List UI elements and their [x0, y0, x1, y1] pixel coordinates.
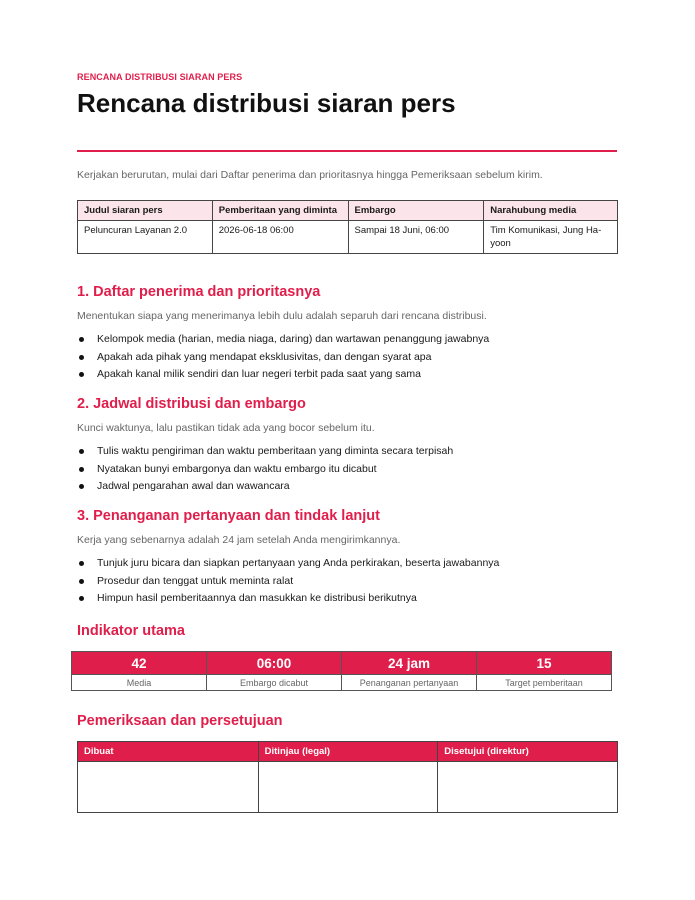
list-item: Kelompok media (harian, media niaga, daring) dan wartawan penanggung jawabnya — [77, 331, 617, 349]
approval-header-approved: Disetujui (direktur) — [438, 742, 618, 762]
document-eyebrow: RENCANA DISTRIBUSI SIARAN PERS — [77, 72, 243, 82]
section-heading: 3. Penanganan pertanyaan dan tindak lanjut — [77, 508, 380, 524]
indicator-label-embargo: Embargo dicabut — [207, 675, 342, 691]
approval-heading: Pemeriksaan dan persetujuan — [77, 713, 283, 729]
indicators-table — [71, 651, 612, 691]
section-schedule — [77, 396, 617, 496]
indicator-value-target: 15 — [477, 652, 612, 675]
info-cell-title: Peluncuran Layanan 2.0 — [78, 221, 213, 254]
list-item: Tunjuk juru bicara dan siapkan pertanyaan yang Anda perkirakan, beserta jawabannya — [77, 555, 617, 573]
info-cell-contact: Tim Komunikasi, Jung Ha-yoon — [484, 221, 618, 254]
approval-cell-created[interactable] — [78, 762, 259, 813]
section-heading: 2. Jadwal distribusi dan embargo — [77, 396, 306, 412]
info-cell-embargo: Sampai 18 Juni, 06:00 — [348, 221, 484, 254]
section-lead: Kerja yang sebenarnya adalah 24 jam setelah Anda mengirimkannya. — [77, 534, 401, 546]
section-list — [77, 555, 617, 608]
section-list — [77, 331, 617, 384]
list-item: Apakah ada pihak yang mendapat eksklusivitas, dan dengan syarat apa — [77, 349, 617, 367]
section-lead: Menentukan siapa yang menerimanya lebih dulu adalah separuh dari rencana distribusi. — [77, 310, 487, 322]
list-item: Nyatakan bunyi embargonya dan waktu embargo itu dicabut — [77, 461, 617, 479]
info-header-title: Judul siaran pers — [78, 201, 213, 221]
approval-header-created: Dibuat — [78, 742, 259, 762]
approval-table — [77, 741, 618, 813]
info-table — [77, 200, 618, 254]
list-item: Prosedur dan tenggat untuk meminta ralat — [77, 573, 617, 591]
indicator-label-inquiries: Penanganan pertanyaan — [342, 675, 477, 691]
info-table-header-row — [78, 201, 618, 221]
indicators-heading: Indikator utama — [77, 623, 185, 639]
list-item: Jadwal pengarahan awal dan wawancara — [77, 478, 617, 496]
approval-cell-approved[interactable] — [438, 762, 618, 813]
intro-text: Kerjakan berurutan, mulai dari Daftar penerima dan prioritasnya hingga Pemeriksaan sebelum kirim. — [77, 169, 543, 181]
indicator-label-media: Media — [72, 675, 207, 691]
indicators-labels-row — [72, 675, 612, 691]
indicator-value-inquiries: 24 jam — [342, 652, 477, 675]
section-recipients — [77, 284, 617, 384]
info-table-row — [78, 221, 618, 254]
indicators-values-row — [72, 652, 612, 675]
section-lead: Kunci waktunya, lalu pastikan tidak ada yang bocor sebelum itu. — [77, 422, 375, 434]
approval-header-reviewed: Ditinjau (legal) — [258, 742, 438, 762]
indicator-value-media: 42 — [72, 652, 207, 675]
list-item: Tulis waktu pengiriman dan waktu pemberitaan yang diminta secara terpisah — [77, 443, 617, 461]
list-item: Apakah kanal milik sendiri dan luar negeri terbit pada saat yang sama — [77, 366, 617, 384]
approval-header-row — [78, 742, 618, 762]
section-list — [77, 443, 617, 496]
document-title: Rencana distribusi siaran pers — [77, 88, 456, 118]
indicator-label-target: Target pemberitaan — [477, 675, 612, 691]
section-followup — [77, 508, 617, 608]
info-cell-publication: 2026-06-18 06:00 — [212, 221, 348, 254]
approval-signature-row — [78, 762, 618, 813]
info-header-publication: Pemberitaan yang diminta — [212, 201, 348, 221]
title-divider — [77, 150, 617, 152]
info-header-contact: Narahubung media — [484, 201, 618, 221]
indicator-value-embargo: 06:00 — [207, 652, 342, 675]
approval-cell-reviewed[interactable] — [258, 762, 438, 813]
info-header-embargo: Embargo — [348, 201, 484, 221]
list-item: Himpun hasil pemberitaannya dan masukkan ke distribusi berikutnya — [77, 590, 617, 608]
section-heading: 1. Daftar penerima dan prioritasnya — [77, 284, 321, 300]
